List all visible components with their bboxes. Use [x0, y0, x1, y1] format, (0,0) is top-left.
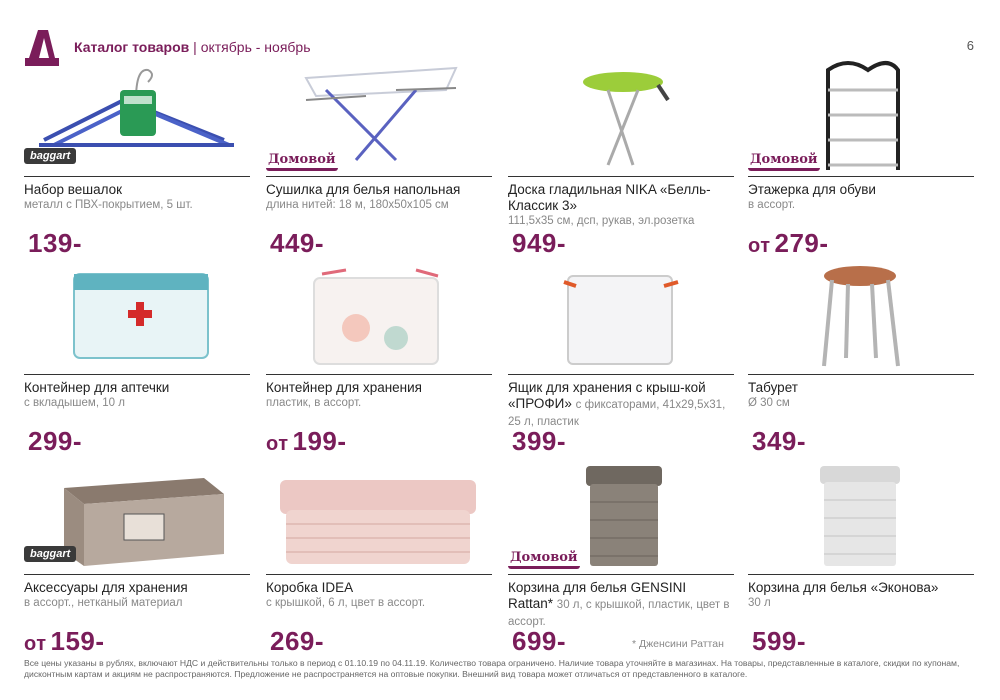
legal-disclaimer: Все цены указаны в рублях, включают НДС и действительны только в период с 01.10.19 по 04.11.19. Количество товара ограничено. Наличие товара уточняйте в магазинах. На товары, представленные в каталоге, скидки по купонам, дисконтным картам и акциям не распространяются. Предложение не распространяется на оптовые покупки. Внешний вид товара может отличаться от представленного в каталоге.: [24, 658, 960, 679]
product-desc: Ø 30 см: [748, 397, 790, 409]
product-name: Сушилка для белья напольная: [266, 182, 461, 197]
page-title: Каталог товаров | октябрь - ноябрь: [74, 39, 311, 55]
first-aid-container-image: [24, 258, 252, 373]
storage-box-image: [508, 258, 736, 373]
product-price: 949-: [512, 228, 567, 258]
divider: [24, 374, 250, 375]
divider: [748, 176, 974, 177]
product-desc: металл с ПВХ-покрытием, 5 шт.: [24, 199, 193, 211]
product-price: 349-: [752, 426, 807, 456]
product-price: 139-: [28, 228, 83, 258]
product-card: [24, 258, 252, 458]
divider: [266, 374, 492, 375]
product-name: Доска гладильная NIKA «Белль-Классик 3»: [508, 182, 711, 213]
idea-box-image: [266, 458, 494, 573]
product-card: [24, 458, 252, 658]
page-number: 6: [966, 38, 974, 53]
product-price: 699-: [512, 626, 567, 656]
product-desc: с фиксаторами, 41х29,5х31, 25 л, пластик: [508, 399, 726, 428]
divider: [508, 176, 734, 177]
product-name: Набор вешалок: [24, 182, 123, 197]
product-name: Контейнер для хранения: [266, 380, 422, 395]
divider: [24, 574, 250, 575]
product-price: 599-: [752, 626, 807, 656]
product-name: Корзина для белья GENSINI Rattan*: [508, 580, 687, 611]
brand-badge-domovoy: Домовой: [508, 550, 580, 569]
product-name: Табурет: [748, 380, 798, 395]
product-desc: 30 л, с крышкой, пластик, цвет в ассорт.: [508, 599, 730, 628]
brand-badge-domovoy: Домовой: [266, 152, 338, 171]
brand-badge-baggart: baggart: [24, 546, 76, 562]
product-card: [508, 258, 736, 458]
product-price: от 199-: [266, 426, 347, 456]
product-price: 449-: [270, 228, 325, 258]
ekonova-basket-image: [748, 458, 976, 573]
product-card: [24, 60, 252, 260]
product-desc: в ассорт.: [748, 199, 796, 211]
product-card: [748, 458, 976, 658]
divider: [748, 574, 974, 575]
product-card: [508, 458, 736, 658]
product-name: Ящик для хранения с крыш-кой «ПРОФИ»: [508, 380, 706, 411]
divider: [508, 374, 734, 375]
product-card: [266, 60, 494, 260]
product-name: Этажерка для обуви: [748, 182, 876, 197]
stool-image: [748, 258, 976, 373]
product-card: [266, 458, 494, 658]
product-card: [748, 258, 976, 458]
product-desc: с крышкой, 6 л, цвет в ассорт.: [266, 597, 426, 609]
product-name: Коробка IDEA: [266, 580, 354, 595]
storage-container-image: [266, 258, 494, 373]
divider: [24, 176, 250, 177]
divider: [508, 574, 734, 575]
product-price: 269-: [270, 626, 325, 656]
product-desc: в ассорт., нетканый материал: [24, 597, 183, 609]
product-card: [748, 60, 976, 260]
product-price: от 159-: [24, 626, 105, 656]
product-desc: с вкладышем, 10 л: [24, 397, 125, 409]
product-desc: 111,5х35 см, дсп, рукав, эл.розетка: [508, 215, 695, 227]
product-desc: пластик, в ассорт.: [266, 397, 362, 409]
product-price: 299-: [28, 426, 83, 456]
product-desc: 30 л: [748, 597, 771, 609]
product-name: Контейнер для аптечки: [24, 380, 170, 395]
footnote: * Дженсини Раттан: [632, 638, 724, 650]
product-price: 399-: [512, 426, 567, 456]
product-price: от 279-: [748, 228, 829, 258]
product-card: [508, 60, 736, 260]
product-name: Корзина для белья «Эконова»: [748, 580, 939, 595]
ironing-board-image: [508, 60, 736, 175]
brand-badge-domovoy: Домовой: [748, 152, 820, 171]
divider: [266, 574, 492, 575]
product-name: Аксессуары для хранения: [24, 580, 188, 595]
product-card: [266, 258, 494, 458]
divider: [748, 374, 974, 375]
divider: [266, 176, 492, 177]
brand-badge-baggart: baggart: [24, 148, 76, 164]
product-desc: длина нитей: 18 м, 180х50х105 см: [266, 199, 449, 211]
